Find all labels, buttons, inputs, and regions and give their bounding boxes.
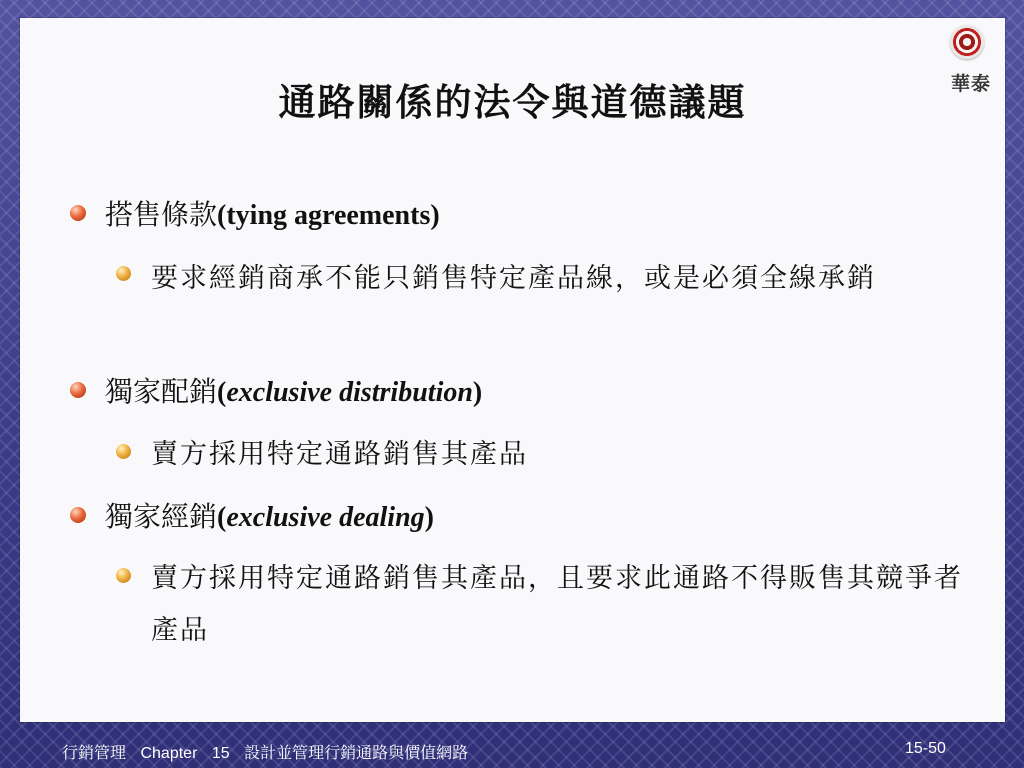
list-item-1-label: 搭售條款 [105, 198, 218, 231]
footer-chapter-number: 15 [211, 745, 230, 762]
slide-title: 通路關係的法令與道德議題 [278, 80, 747, 124]
bullet-icon [70, 205, 86, 221]
page-number: 15-50 [905, 740, 946, 757]
sub-bullet-icon [116, 266, 131, 281]
list-item-2-english: exclusive distribution [226, 377, 473, 408]
bullet-icon [70, 507, 86, 523]
logo-text: 華泰 [950, 73, 991, 95]
logo-emblem-icon [950, 25, 984, 59]
footer-chapter-label: Chapter [140, 745, 198, 762]
paren-close: ) [472, 377, 483, 408]
list-item-2-label: 獨家配銷 [105, 375, 218, 408]
sub-bullet-icon [116, 444, 131, 459]
list-item-3-english: exclusive dealing [226, 502, 425, 533]
sub-item-2: 賣方採用特定通路銷售其產品 [151, 439, 528, 470]
slide-footer [62, 740, 478, 763]
footer-course: 行銷管理 [62, 745, 127, 762]
bullet-icon [70, 382, 86, 398]
sub-bullet-icon [116, 568, 131, 583]
sub-item-1: 要求經銷商承不能只銷售特定產品線，或是必須全線承銷 [151, 263, 876, 294]
sub-item-3: 賣方採用特定通路銷售其產品，且要求此通路不得販售其競爭者產品 [151, 563, 963, 646]
list-item-1-english: (tying agreements) [217, 200, 440, 231]
list-item-1 [105, 198, 440, 233]
paren-open: ( [217, 377, 227, 408]
list-item-3-label: 獨家經銷 [105, 500, 218, 533]
paren-open: ( [217, 502, 227, 533]
footer-chapter-title: 設計並管理行銷通路與價值網路 [244, 745, 469, 762]
list-item-3 [105, 500, 434, 535]
paren-close: ) [424, 502, 434, 533]
list-item-2 [105, 375, 482, 410]
